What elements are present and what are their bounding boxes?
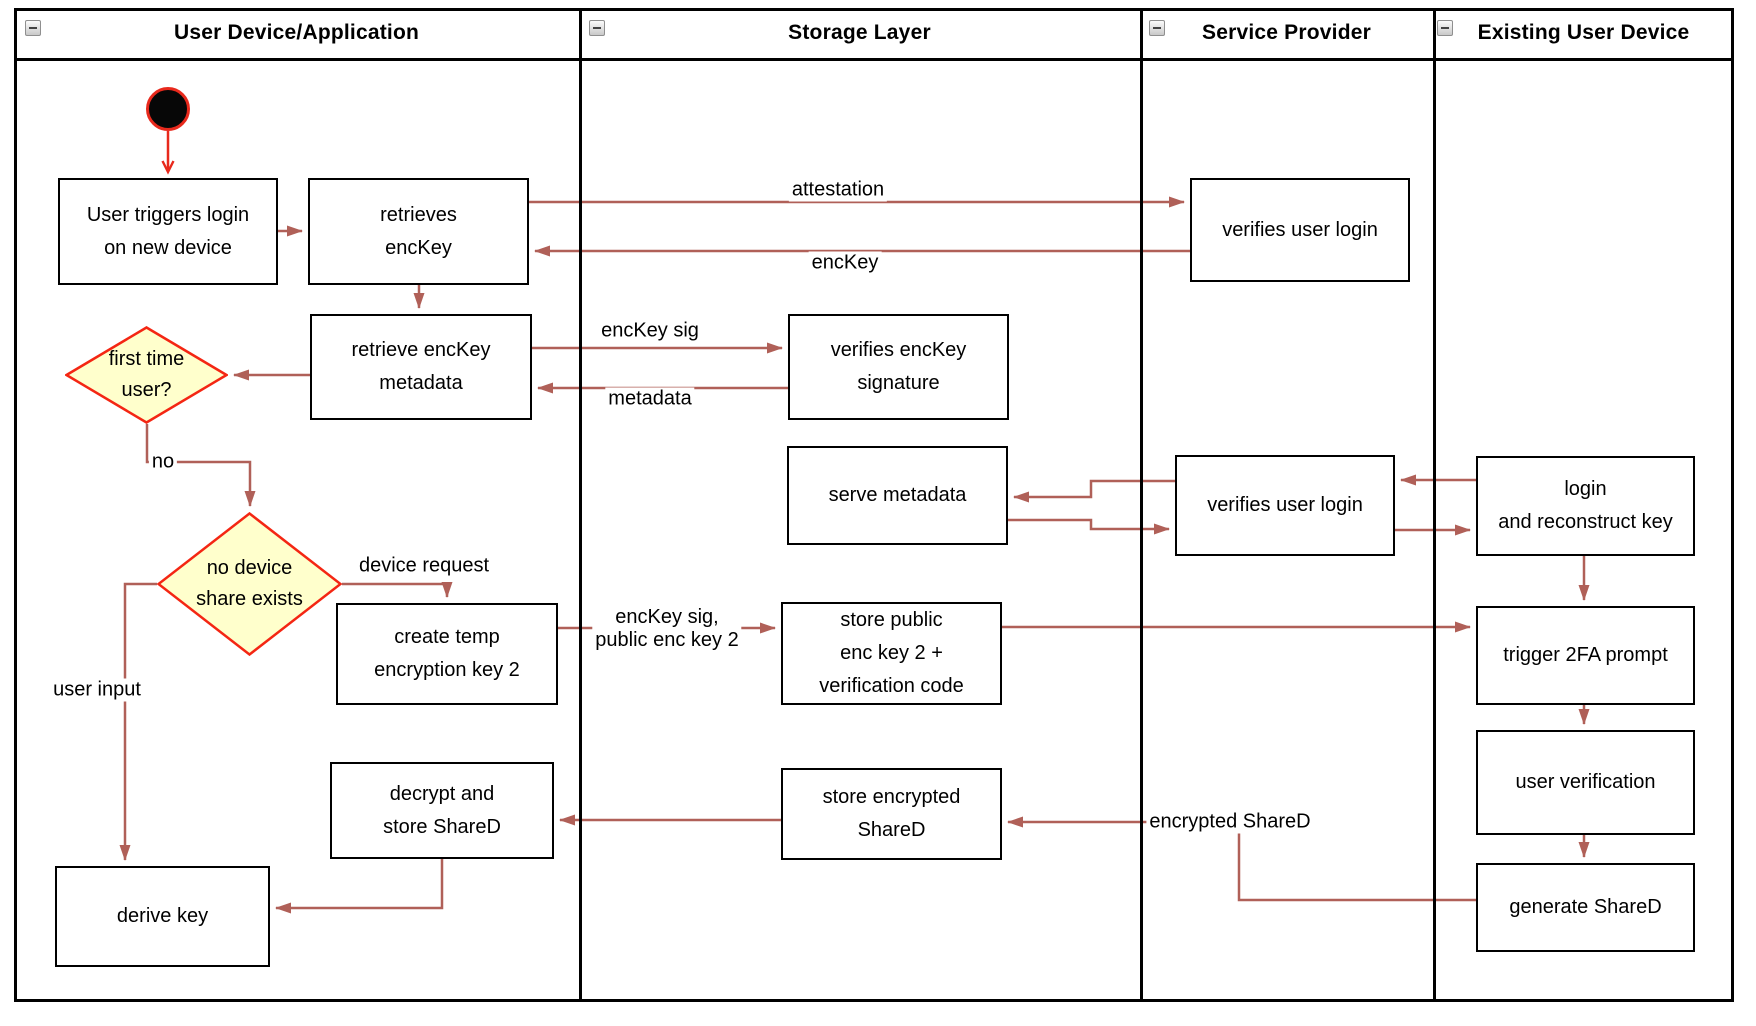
lane-header [1433, 8, 1734, 58]
node-label-line: decrypt and [389, 782, 495, 805]
edge-label-line: user input [53, 678, 141, 701]
edge-label [1146, 811, 1313, 834]
node-label-line: User triggers login [86, 203, 250, 226]
node-label [332, 764, 552, 857]
lane-separator [1140, 8, 1143, 1002]
node-label-line: ShareD [857, 819, 926, 841]
node-label-line: verifies user login [1222, 218, 1378, 241]
box-derive-key[interactable] [55, 866, 270, 967]
node-label-line: no device [206, 557, 293, 579]
node-label [310, 180, 527, 283]
box-verifies-user-login-1[interactable] [1190, 178, 1410, 282]
node-label-line: derive key [116, 905, 209, 927]
minus-glyph [1441, 27, 1449, 29]
edge-label [598, 320, 702, 343]
box-serve-metadata[interactable] [787, 446, 1008, 545]
minus-glyph [29, 27, 37, 29]
edge-label-line: device request [358, 554, 490, 577]
lane-title: Service Provider [1202, 21, 1371, 44]
node-label-line: metadata [379, 372, 463, 394]
node-label-line: login [1564, 478, 1607, 500]
node-label-line: store encrypted [822, 786, 961, 808]
node-label-line: retrieve encKey [351, 339, 491, 361]
node-label-line: signature [857, 372, 940, 394]
node-label-line: encryption key 2 [374, 659, 520, 681]
decision-first-time-user[interactable] [65, 326, 228, 424]
node-label [783, 770, 1000, 858]
edge-label [356, 555, 492, 578]
lane-title: Storage Layer [788, 21, 931, 44]
box-trigger-2fa-prompt[interactable] [1476, 606, 1695, 705]
lane-title: Existing User Device [1477, 21, 1690, 44]
edge-label-line: metadata [608, 387, 692, 410]
box-store-public-enc-key[interactable] [781, 602, 1002, 705]
node-label-line: serve metadata [828, 484, 967, 506]
node-label-line: verifies encKey [830, 339, 967, 361]
collapse-icon[interactable] [1149, 20, 1165, 36]
node-label-line: enc key 2 + [840, 642, 943, 664]
box-verifies-enckey-signature[interactable] [788, 314, 1009, 420]
edge-label-line: encKey sig, [615, 606, 719, 628]
box-retrieve-enckey-metadata[interactable] [310, 314, 532, 420]
edge-label [789, 179, 887, 202]
edge-label-line: public enc key 2 [595, 629, 739, 651]
edge-label [50, 679, 144, 702]
edge-label-line: encrypted ShareD [1149, 810, 1311, 833]
edge-label [605, 388, 694, 411]
minus-glyph [593, 27, 601, 29]
box-verifies-user-login-2[interactable] [1175, 455, 1395, 556]
node-label-line: generate ShareD [1509, 896, 1662, 918]
collapse-icon[interactable] [589, 20, 605, 36]
node-label [1478, 732, 1693, 833]
node-label-line: on new device [104, 236, 232, 259]
edge-label-line: attestation [791, 178, 885, 201]
node-label-line: verifies user login [1207, 494, 1363, 516]
node-label [790, 316, 1007, 418]
node-label-line: encKey [385, 236, 452, 259]
collapse-icon[interactable] [1437, 20, 1453, 36]
box-store-encrypted-shared[interactable] [781, 768, 1002, 860]
node-label-line: store public [840, 609, 943, 631]
node-label-line: verification code [819, 675, 964, 697]
node-label [783, 604, 1000, 703]
node-label [60, 180, 276, 283]
lane-header [579, 8, 1140, 58]
edge-label-line: no [151, 450, 175, 473]
lane-separator [1433, 8, 1436, 1002]
box-user-triggers-login[interactable] [58, 178, 278, 285]
node-label [1478, 458, 1693, 554]
node-label-line: create temp [394, 626, 500, 648]
edge-label [592, 606, 741, 652]
box-decrypt-and-store-shared[interactable] [330, 762, 554, 859]
box-generate-shared[interactable] [1476, 863, 1695, 952]
node-label-line: user verification [1515, 771, 1656, 793]
lane-header [14, 8, 579, 58]
node-label [65, 326, 228, 424]
node-label [1478, 608, 1693, 703]
box-login-and-reconstruct-key[interactable] [1476, 456, 1695, 556]
start-state[interactable] [146, 87, 190, 131]
box-user-verification[interactable] [1476, 730, 1695, 835]
lane-separator [579, 8, 582, 1002]
decision-no-device-share[interactable] [157, 512, 342, 656]
box-retrieves-enckey[interactable] [308, 178, 529, 285]
node-label-line: first time [108, 348, 185, 370]
node-label-line: store ShareD [383, 815, 501, 838]
node-label [789, 448, 1006, 543]
lane-header [1140, 8, 1433, 58]
edge-label [149, 451, 177, 474]
node-label [312, 316, 530, 418]
node-label [338, 605, 556, 703]
header-divider [14, 58, 1734, 61]
node-label-line: user? [121, 379, 172, 401]
node-label [1177, 457, 1393, 554]
edge-label-line: encKey [811, 251, 879, 274]
node-label [1478, 865, 1693, 950]
edge-label-line: encKey sig [601, 319, 699, 342]
edge-label [809, 252, 882, 275]
lane-title: User Device/Application [173, 21, 419, 44]
node-label [57, 868, 268, 965]
node-label [157, 512, 342, 656]
node-label-line: share exists [196, 588, 303, 610]
box-create-temp-encryption-key[interactable] [336, 603, 558, 705]
node-label [1192, 180, 1408, 280]
minus-glyph [1153, 27, 1161, 29]
node-label-line: trigger 2FA prompt [1503, 644, 1668, 666]
collapse-icon[interactable] [25, 20, 41, 36]
node-label-line: and reconstruct key [1498, 511, 1673, 533]
node-label-line: retrieves [380, 203, 457, 226]
